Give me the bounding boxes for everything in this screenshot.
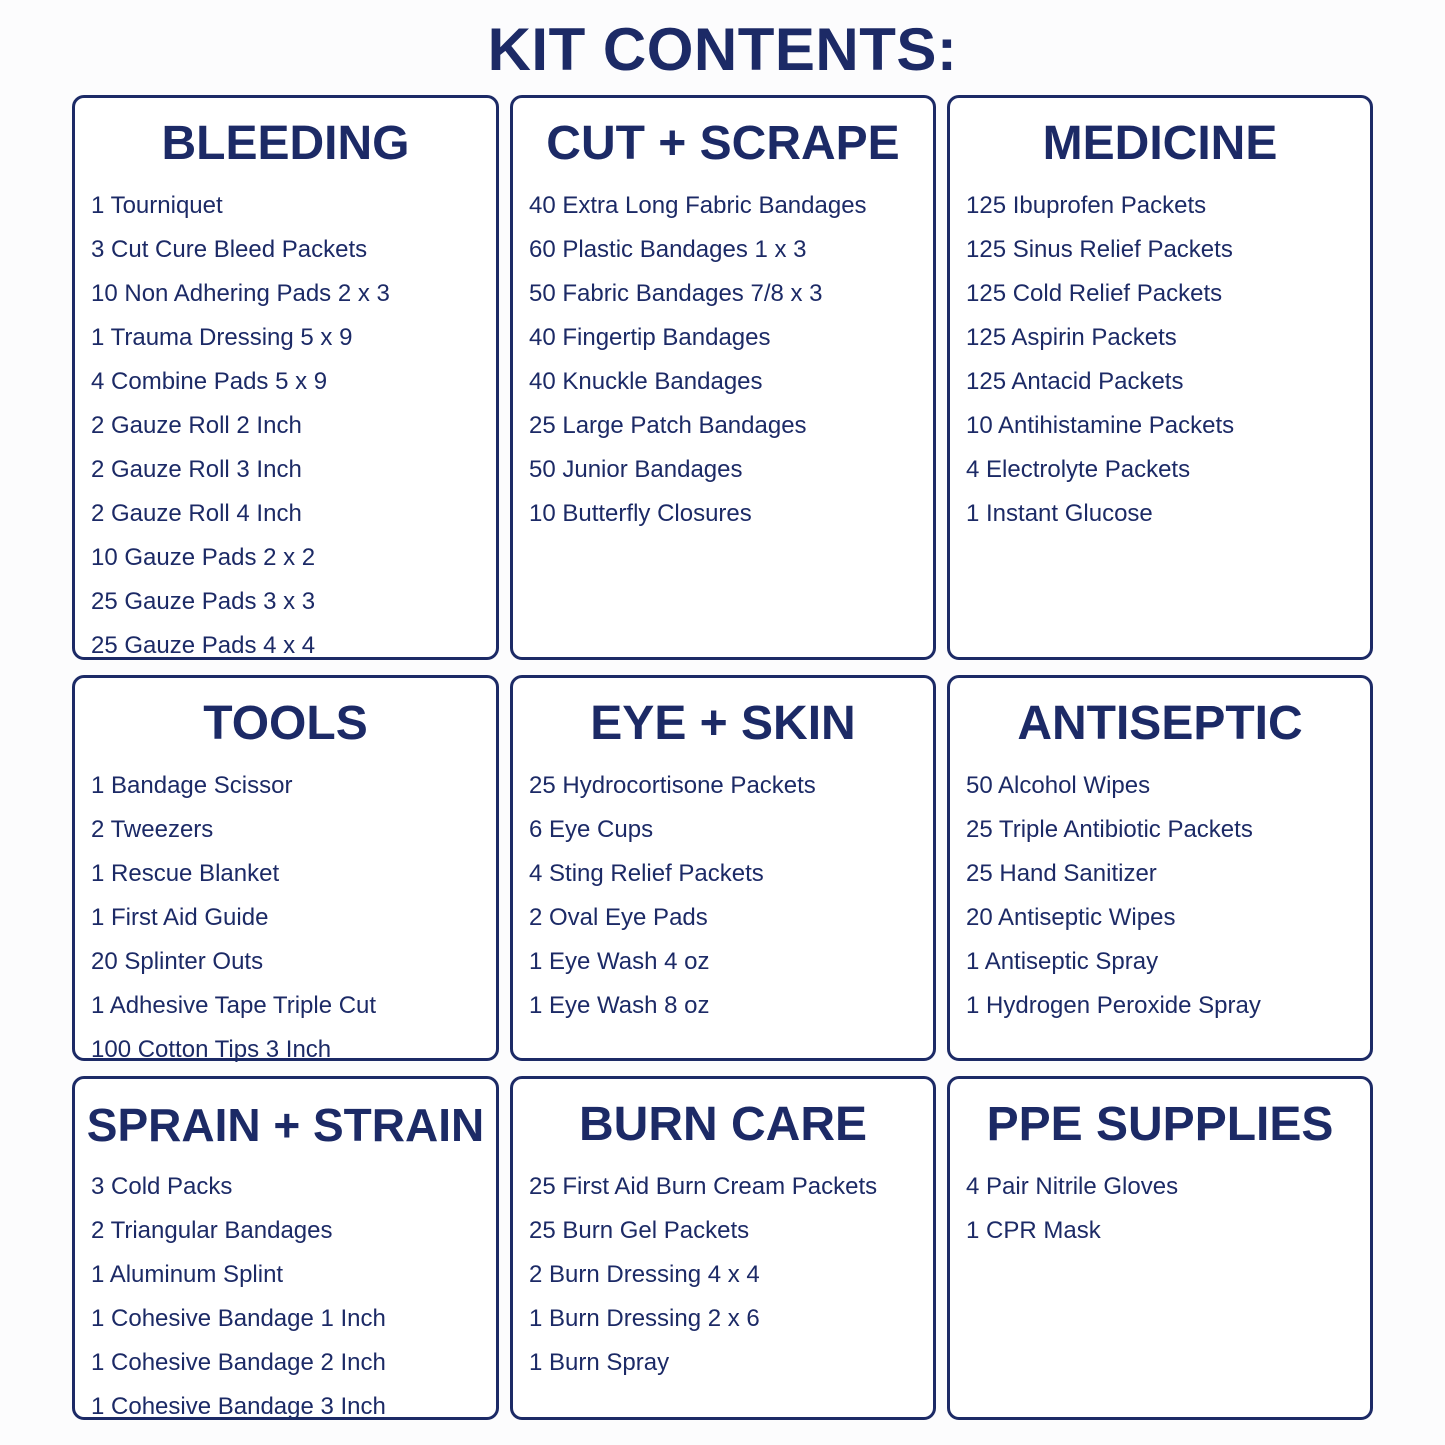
section-title: CUT + SCRAPE bbox=[546, 117, 900, 170]
section-title: EYE + SKIN bbox=[590, 697, 856, 750]
list-item: 125 Antacid Packets bbox=[966, 368, 1184, 395]
list-item: 1 Rescue Blanket bbox=[91, 860, 280, 887]
list-item: 2 Tweezers bbox=[91, 816, 214, 843]
section-title: ANTISEPTIC bbox=[1017, 697, 1303, 750]
section-ppe-supplies bbox=[947, 1076, 1373, 1420]
item-list bbox=[529, 1165, 877, 1385]
section-title: SPRAIN + STRAIN bbox=[86, 1099, 485, 1151]
item-list bbox=[966, 764, 1261, 1028]
list-item: 25 First Aid Burn Cream Packets bbox=[529, 1173, 878, 1200]
list-item: 1 Burn Spray bbox=[529, 1349, 670, 1376]
item-list bbox=[91, 184, 390, 668]
list-item: 50 Fabric Bandages 7/8 x 3 bbox=[529, 280, 823, 307]
list-item: 1 Burn Dressing 2 x 6 bbox=[529, 1305, 760, 1332]
section-cut-scrape bbox=[510, 95, 936, 660]
list-item: 25 Hand Sanitizer bbox=[966, 860, 1157, 887]
list-item: 1 Cohesive Bandage 3 Inch bbox=[91, 1393, 386, 1420]
item-list bbox=[529, 184, 867, 536]
list-item: 10 Butterfly Closures bbox=[529, 500, 752, 527]
list-item: 125 Cold Relief Packets bbox=[966, 280, 1223, 307]
list-item: 25 Large Patch Bandages bbox=[529, 412, 807, 439]
list-item: 1 Bandage Scissor bbox=[91, 772, 293, 799]
list-item: 2 Gauze Roll 2 Inch bbox=[91, 412, 302, 439]
list-item: 10 Antihistamine Packets bbox=[966, 412, 1235, 439]
section-burn-care bbox=[510, 1076, 936, 1420]
list-item: 1 Adhesive Tape Triple Cut bbox=[91, 992, 377, 1019]
list-item: 125 Aspirin Packets bbox=[966, 324, 1177, 351]
section-tools bbox=[72, 675, 499, 1061]
list-item: 25 Hydrocortisone Packets bbox=[529, 772, 816, 799]
list-item: 1 Hydrogen Peroxide Spray bbox=[966, 992, 1261, 1019]
list-item: 1 Eye Wash 4 oz bbox=[529, 948, 710, 975]
list-item: 4 Combine Pads 5 x 9 bbox=[91, 368, 328, 395]
list-item: 25 Burn Gel Packets bbox=[529, 1217, 750, 1244]
section-title: MEDICINE bbox=[1042, 117, 1278, 170]
list-item: 1 Trauma Dressing 5 x 9 bbox=[91, 324, 353, 351]
item-list bbox=[966, 1165, 1178, 1253]
list-item: 25 Triple Antibiotic Packets bbox=[966, 816, 1253, 843]
list-item: 1 Tourniquet bbox=[91, 192, 223, 219]
list-item: 2 Oval Eye Pads bbox=[529, 904, 708, 931]
list-item: 40 Fingertip Bandages bbox=[529, 324, 771, 351]
list-item: 50 Alcohol Wipes bbox=[966, 772, 1151, 799]
list-item: 1 Antiseptic Spray bbox=[966, 948, 1159, 975]
list-item: 60 Plastic Bandages 1 x 3 bbox=[529, 236, 807, 263]
list-item: 1 Eye Wash 8 oz bbox=[529, 992, 710, 1019]
list-item: 1 Instant Glucose bbox=[966, 500, 1153, 527]
section-medicine bbox=[947, 95, 1373, 660]
list-item: 2 Triangular Bandages bbox=[91, 1217, 333, 1244]
section-eye-skin bbox=[510, 675, 936, 1061]
section-title: BURN CARE bbox=[579, 1098, 867, 1151]
list-item: 25 Gauze Pads 3 x 3 bbox=[91, 588, 316, 615]
list-item: 20 Splinter Outs bbox=[91, 948, 264, 975]
list-item: 2 Gauze Roll 4 Inch bbox=[91, 500, 302, 527]
item-list bbox=[91, 1165, 386, 1429]
item-list bbox=[966, 184, 1234, 536]
list-item: 3 Cold Packs bbox=[91, 1173, 233, 1200]
list-item: 4 Electrolyte Packets bbox=[966, 456, 1191, 483]
item-list bbox=[529, 764, 816, 1028]
list-item: 10 Non Adhering Pads 2 x 3 bbox=[91, 280, 390, 307]
list-item: 2 Gauze Roll 3 Inch bbox=[91, 456, 302, 483]
section-title: PPE SUPPLIES bbox=[986, 1098, 1334, 1151]
list-item: 10 Gauze Pads 2 x 2 bbox=[91, 544, 316, 571]
list-item: 1 First Aid Guide bbox=[91, 904, 269, 931]
section-title: BLEEDING bbox=[161, 117, 410, 170]
page-title: KIT CONTENTS: bbox=[487, 16, 958, 83]
list-item: 4 Pair Nitrile Gloves bbox=[966, 1173, 1179, 1200]
list-item: 4 Sting Relief Packets bbox=[529, 860, 764, 887]
section-title: TOOLS bbox=[203, 697, 368, 750]
item-list bbox=[91, 764, 376, 1072]
list-item: 1 Cohesive Bandage 2 Inch bbox=[91, 1349, 386, 1376]
list-item: 3 Cut Cure Bleed Packets bbox=[91, 236, 368, 263]
list-item: 125 Sinus Relief Packets bbox=[966, 236, 1233, 263]
list-item: 100 Cotton Tips 3 Inch bbox=[91, 1036, 332, 1063]
list-item: 1 Cohesive Bandage 1 Inch bbox=[91, 1305, 386, 1332]
list-item: 40 Knuckle Bandages bbox=[529, 368, 763, 395]
list-item: 1 CPR Mask bbox=[966, 1217, 1101, 1244]
list-item: 6 Eye Cups bbox=[529, 816, 654, 843]
list-item: 125 Ibuprofen Packets bbox=[966, 192, 1207, 219]
list-item: 2 Burn Dressing 4 x 4 bbox=[529, 1261, 760, 1288]
list-item: 25 Gauze Pads 4 x 4 bbox=[91, 632, 316, 659]
section-bleeding bbox=[72, 95, 499, 660]
list-item: 20 Antiseptic Wipes bbox=[966, 904, 1176, 931]
list-item: 40 Extra Long Fabric Bandages bbox=[529, 192, 867, 219]
section-antiseptic bbox=[947, 675, 1373, 1061]
list-item: 1 Aluminum Splint bbox=[91, 1261, 284, 1288]
section-sprain-strain bbox=[72, 1076, 499, 1420]
list-item: 50 Junior Bandages bbox=[529, 456, 743, 483]
